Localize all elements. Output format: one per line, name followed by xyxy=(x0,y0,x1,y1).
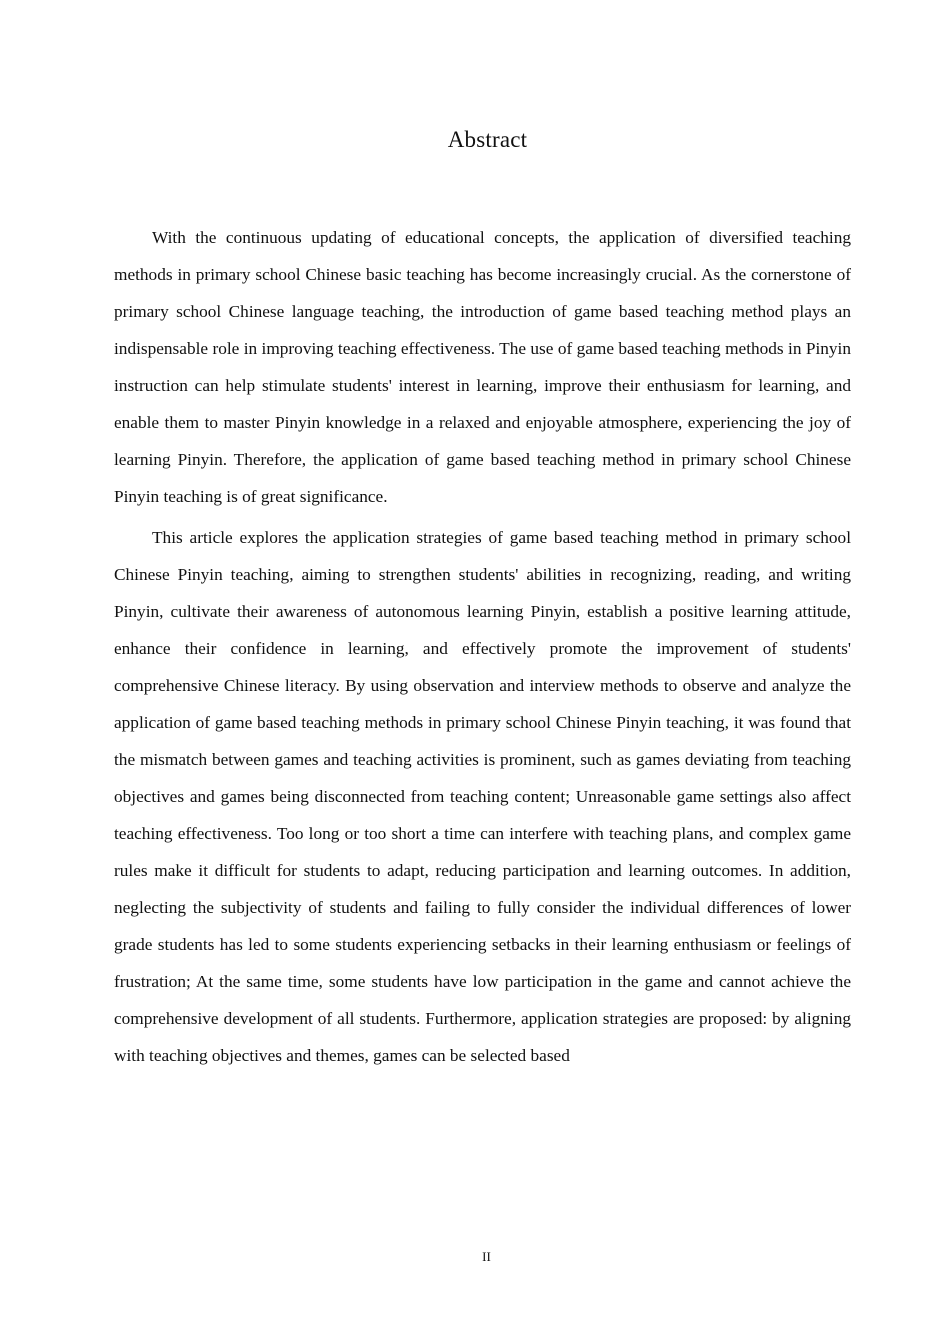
abstract-paragraph-1: With the continuous updating of educational concepts, the application of diversified teaching methods in primary school Chinese basic teaching has become increasingly crucial. As the cornerstone of primary school Chinese language teaching, the introduction of game based teaching method plays an indispensable role in improving teaching effectiveness. The use of game based teaching methods in Pinyin instruction can help stimulate students' interest in learning, improve their enthusiasm for learning, and enable them to master Pinyin knowledge in a relaxed and enjoyable atmosphere, experiencing the joy of learning Pinyin. Therefore, the application of game based teaching method in primary school Chinese Pinyin teaching is of great significance. xyxy=(114,228,851,506)
page-title: Abstract xyxy=(447,127,528,152)
abstract-paragraph-2: This article explores the application strategies of game based teaching method in primary school Chinese Pinyin teaching, aiming to strengthen students' abilities in recognizing, reading, and writing Pinyin, cultivate their awareness of autonomous learning Pinyin, establish a positive learning attitude, enhance their confidence in learning, and effectively promote the improvement of students' comprehensive Chinese literacy. By using observation and interview methods to observe and analyze the application of game based teaching methods in primary school Chinese Pinyin teaching, it was found that the mismatch between games and teaching activities is prominent, such as games deviating from teaching objectives and games being disconnected from teaching content; Unreasonable game settings also affect teaching effectiveness. Too long or too short a time can interfere with teaching plans, and complex game rules make it difficult for students to adapt, reducing participation and learning outcomes. In addition, neglecting the subjectivity of students and failing to fully consider the individual differences of lower grade students has led to some students experiencing setbacks in their learning enthusiasm or feelings of frustration; At the same time, some students have low participation in the game and cannot achieve the comprehensive development of all students. Furthermore, application strategies are proposed: by aligning with teaching objectives and themes, games can be selected based xyxy=(114,528,851,1065)
abstract-body xyxy=(114,219,851,1074)
page-number: II xyxy=(482,1249,491,1264)
